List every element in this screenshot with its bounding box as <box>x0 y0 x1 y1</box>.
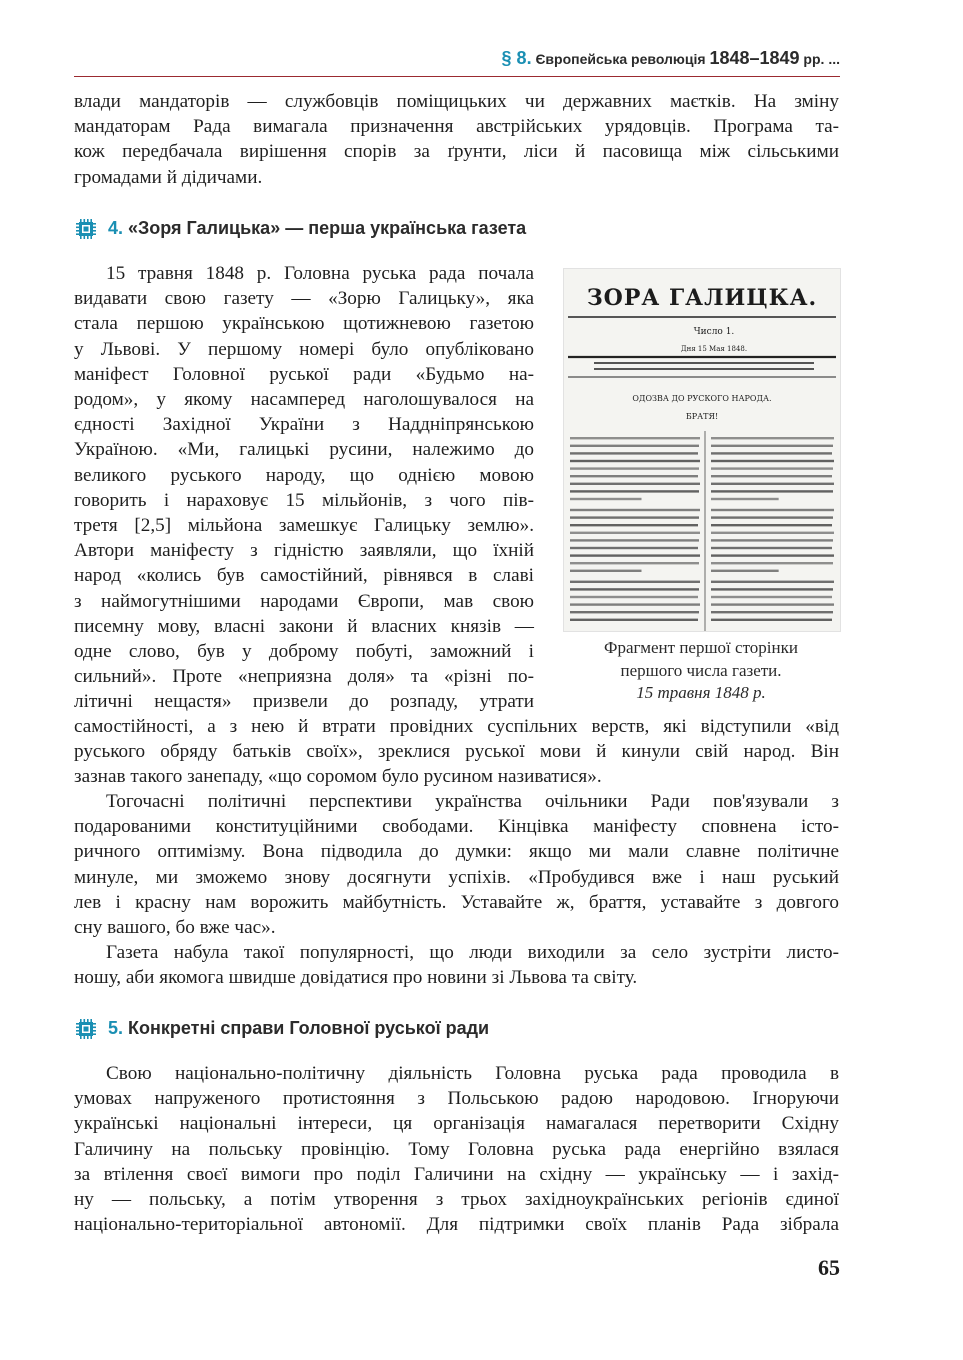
newsprint-line <box>711 445 833 447</box>
newsprint-line <box>570 619 698 621</box>
newspaper-issue: Число 1. <box>693 327 735 337</box>
text-line: 15 травня 1848 р. Головна руська рада почала <box>106 263 534 284</box>
header-title-part1: Європейська революція <box>531 51 710 67</box>
section-5-heading <box>108 1018 489 1044</box>
caption-line: першого числа газети. <box>620 660 782 680</box>
header-title-part2: рр. ... <box>799 51 840 67</box>
newsprint-line <box>711 509 834 511</box>
text-line: літичні нещастя» призвели до розпаду, утрати <box>74 691 534 713</box>
section-title: Конкретні справи Головної руської ради <box>123 1018 490 1038</box>
section-title: «Зоря Галицька» — перша українська газета <box>123 218 527 238</box>
text-line: Свою національно-політичну діяльність Головна руська рада проводила в <box>106 1063 839 1084</box>
text-line: великого руського народу, що однією мовою <box>74 464 534 486</box>
newsprint-line <box>711 483 834 485</box>
text-line: мандаторам Рада вимагала призначення австрійських урядовців. Програма та- <box>74 116 839 138</box>
newsprint-line <box>711 554 834 556</box>
caption-date: 15 травня 1848 р. <box>636 683 766 702</box>
newsprint-line <box>711 588 833 590</box>
chip-icon <box>76 219 96 239</box>
newsprint-line <box>570 437 700 439</box>
text-line: умовах напруженого протистояння з Польською радою народовою. Ігноруючи <box>74 1088 839 1110</box>
newsprint-line <box>711 562 833 564</box>
running-header-title <box>502 48 840 69</box>
text-line: ричного оптимізму. Вона підводила до думки: якщо ми мали славне політичне <box>74 841 839 863</box>
header-title-years: 1848–1849 <box>709 48 800 68</box>
text-line: говорить і нараховує 15 мільйонів, з чого пів- <box>74 489 534 511</box>
text-line: у Львові. У першому номері було опубліковано <box>74 338 534 360</box>
newsprint-line <box>570 603 700 605</box>
newsprint-line <box>711 547 832 549</box>
text-line: Газета набула такої популярності, що люди виходили за село зустріти листо- <box>106 942 839 963</box>
section-4-paragraph-3 <box>74 940 839 990</box>
text-line: писемну мову, власні закони й власних князів — <box>74 615 534 637</box>
section-4-paragraph-1 <box>74 261 534 715</box>
newsprint-line <box>711 475 832 477</box>
text-line: стала першою українською щотижневою газетою <box>74 313 534 335</box>
text-line: сильний». Проте «неприязна доля» та «різні по- <box>74 666 534 688</box>
text-line: одне слово, був у доброму побуті, заможний і <box>74 641 534 663</box>
text-line: ношу, аби якомога швидше довідатися про новини зі Львова та світу. <box>74 967 638 989</box>
newsprint-line <box>570 539 699 541</box>
text-line: українські національні інтереси, ця організація намагалася перетворити Східну <box>74 1113 839 1135</box>
newsprint-line <box>570 524 698 526</box>
section-4-paragraph-1-continued <box>74 714 839 790</box>
newspaper-masthead: ЗОРА ГАЛИЦКА. <box>586 285 818 311</box>
newsprint-line <box>570 475 698 477</box>
newsprint-line <box>711 498 779 500</box>
newsprint-line <box>570 532 700 534</box>
text-line: сну вашого, бо вже час». <box>74 917 276 939</box>
text-line: влади мандаторів — службовців поміщицьких чи державних маєтків. На зміну <box>74 91 839 112</box>
text-line: ну — польську, а потім утворення з трьох західноукраїнських регіонів єдиної <box>74 1189 839 1211</box>
newspaper-subheadline: БРАТЯ! <box>685 412 719 421</box>
newsprint-line <box>711 532 834 534</box>
newsprint-line <box>711 437 834 439</box>
newspaper-date: Дня 15 Мая 1848. <box>680 345 748 353</box>
newsprint-line <box>570 509 700 511</box>
text-line: видавати свою газету — «Зорю Галицьку», яка <box>74 288 534 310</box>
text-line: з наймогутнішими народами Європи, мав свою <box>74 590 534 612</box>
text-line: Галичину на польську провінцію. Тому Головна руська рада енергійно взялася <box>74 1138 839 1160</box>
text-line: родом», у якому насамперед наголошувалося на <box>74 389 534 411</box>
section-mark: § 8. <box>501 48 532 68</box>
text-line: маніфест Головної руської ради «Будьмо на- <box>74 363 534 385</box>
newsprint-line <box>570 588 699 590</box>
newspaper-illustration <box>564 269 840 631</box>
newsprint-line <box>711 524 832 526</box>
text-line: Україною. «Ми, галицькі русини, належимо до <box>74 439 534 461</box>
text-line: Тогочасні політичні перспективи українства очільники Ради пов'язували з <box>106 791 839 812</box>
text-line: самостійності, а з нею й втрати провідних суспільних верств, які відступили «від <box>74 716 839 737</box>
newsprint-line <box>570 483 700 485</box>
newsprint-line <box>570 467 699 469</box>
section-number: 4. <box>108 218 124 238</box>
text-line: народ «колись був самостійний, рівнявся в славі <box>74 565 534 587</box>
text-line: кож передбачала вирішення спорів за ґрунти, ліси й пасовища між сільськими <box>74 141 839 163</box>
chip-icon <box>76 1019 96 1039</box>
newspaper-fragment-image <box>563 268 841 632</box>
text-line: подарованими конституційними свободами. Кінцівка маніфесту сповнена істо- <box>74 816 839 838</box>
newsprint-line <box>570 596 698 598</box>
newsprint-line <box>711 570 779 572</box>
newsprint-line <box>570 581 700 583</box>
newsprint-line <box>570 611 699 613</box>
newsprint-line <box>570 445 699 447</box>
text-line: руського обряду батьків своїх», зреклися руської мови й кинули свій народ. Він <box>74 741 839 763</box>
newsprint-line <box>711 603 834 605</box>
section-5-paragraph-1 <box>74 1061 839 1237</box>
newsprint-line <box>570 498 642 500</box>
text-line: минуле, ми зможемо знову досягнути успіхів. «Пробудився вже і наш руський <box>74 866 839 888</box>
text-line: громадами й дідичами. <box>74 166 263 188</box>
text-line: третя [2,5] мільйона замешкує Галицьку землю». <box>74 515 534 537</box>
intro-paragraph <box>74 89 839 190</box>
newsprint-line <box>711 619 832 621</box>
newsprint-line <box>711 611 833 613</box>
newsprint-line <box>570 490 699 492</box>
text-line: лев і красну нам ворожить майбутність. Уставайте ж, браття, уставайте з довгого <box>74 891 839 913</box>
newspaper-headline: ОДОЗВА ДО РУСКОГО НАРОДА. <box>632 394 772 403</box>
newsprint-line <box>711 516 833 518</box>
newsprint-line <box>570 570 642 572</box>
newsprint-line <box>711 596 832 598</box>
newsprint-line <box>711 460 834 462</box>
running-header <box>74 44 840 77</box>
figure-caption <box>563 637 839 705</box>
section-number: 5. <box>108 1018 124 1038</box>
newsprint-line <box>711 452 832 454</box>
page-number: 65 <box>818 1255 840 1280</box>
text-line: за втілення своєї вимоги про поділ Галичини на східну — українську — і захід- <box>74 1163 839 1185</box>
newsprint-line <box>711 581 834 583</box>
text-line: Автори маніфесту з гідністю заявляли, що їхній <box>74 540 534 562</box>
newsprint-line <box>711 467 833 469</box>
newsprint-line <box>570 452 698 454</box>
caption-line: Фрагмент першої сторінки <box>604 638 798 657</box>
section-4-paragraph-2 <box>74 789 839 940</box>
text-line: зазнав такого занепаду, «що соромом було русином називатися». <box>74 766 602 788</box>
newsprint-line <box>570 554 700 556</box>
newsprint-line <box>570 460 700 462</box>
section-4-heading <box>108 218 526 244</box>
newsprint-line <box>711 490 833 492</box>
newsprint-line <box>711 539 833 541</box>
text-line: єдності Західної України з Наддніпрянською <box>74 414 534 436</box>
newsprint-line <box>570 562 699 564</box>
newsprint-line <box>570 547 698 549</box>
newsprint-line <box>570 516 699 518</box>
text-line: національно-територіальної автономії. Для підтримки своїх планів Рада зібрала <box>74 1214 839 1236</box>
